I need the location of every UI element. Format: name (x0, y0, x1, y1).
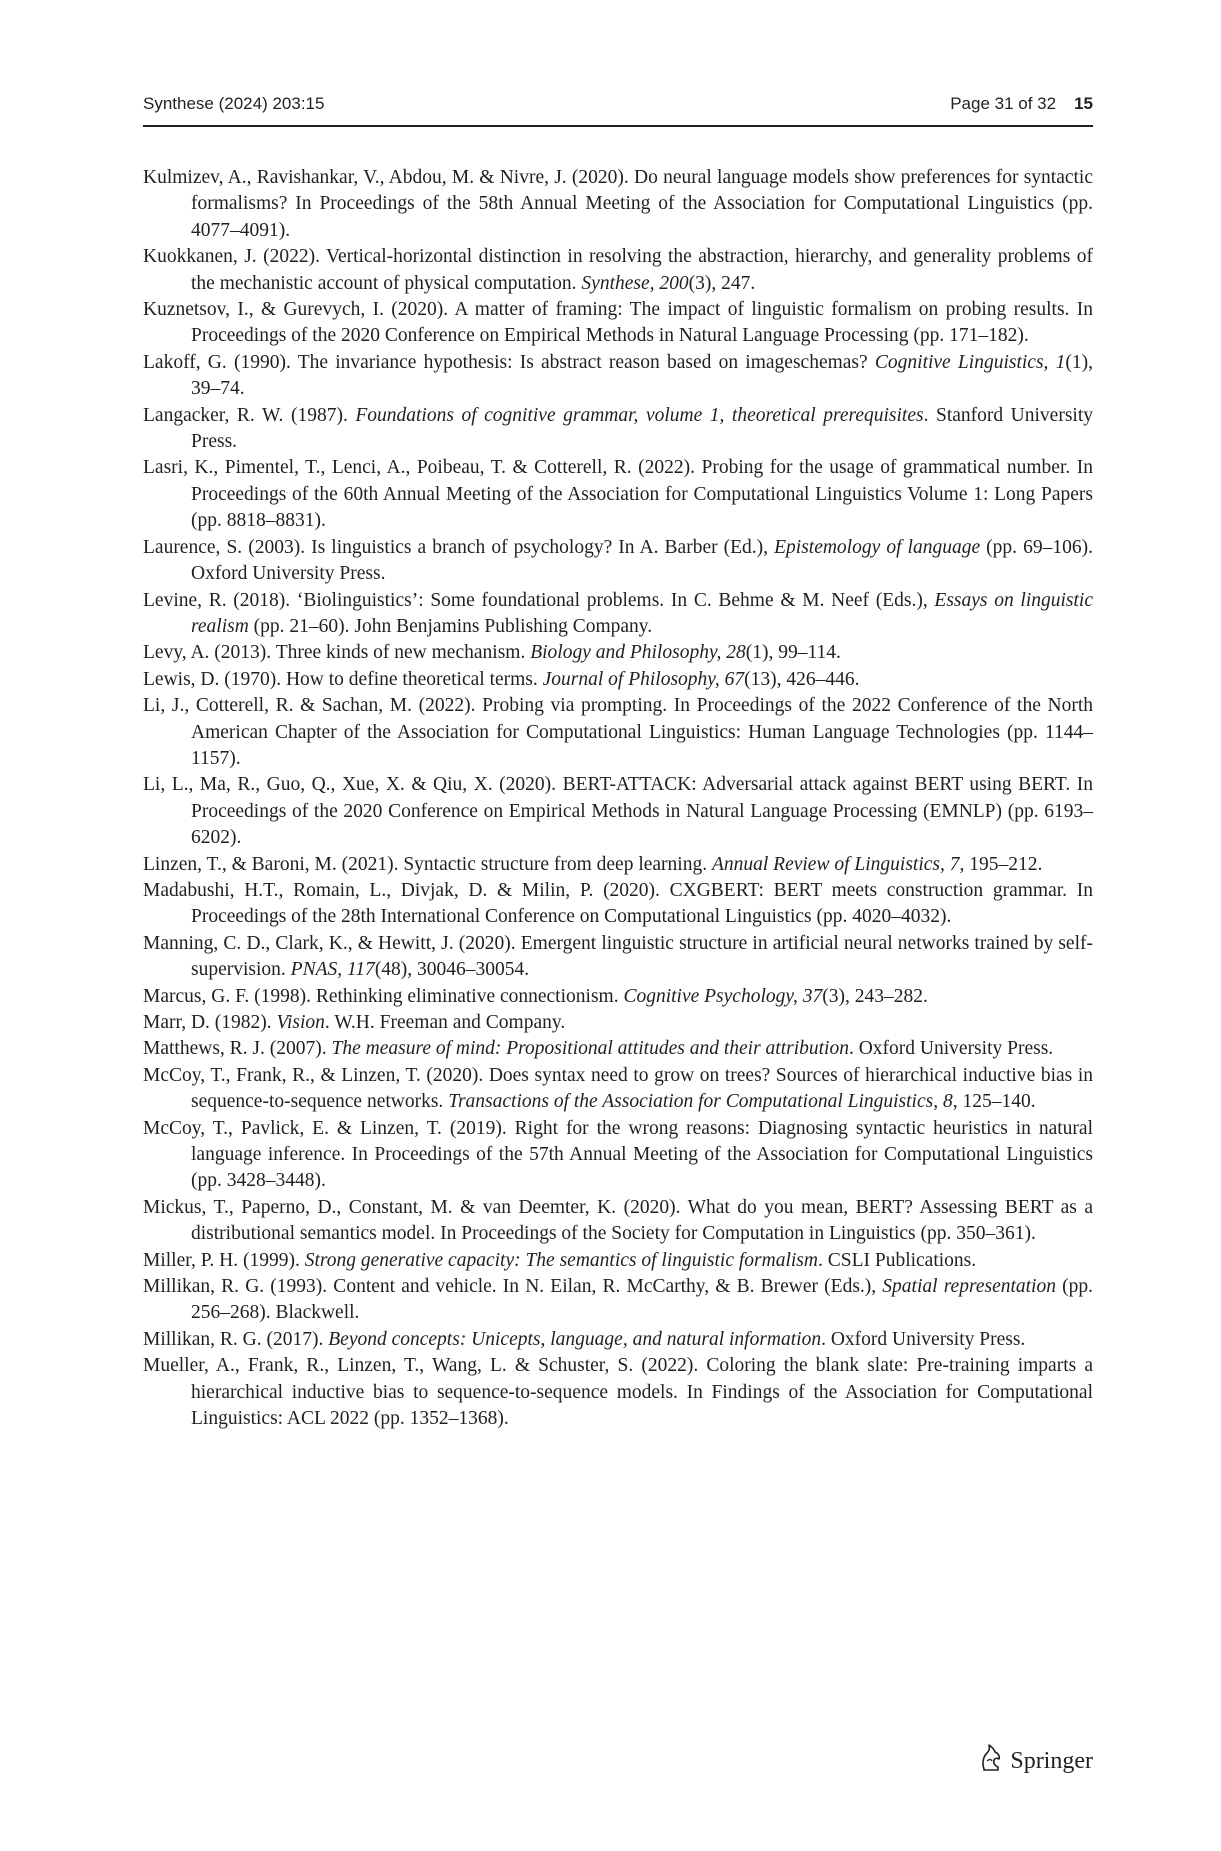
reference-italic-segment: Foundations of cognitive grammar, volume 1, theoretical prerequisites (355, 404, 924, 426)
reference-entry (143, 1327, 1093, 1353)
reference-entry (143, 403, 1093, 456)
page-of-label: Page 31 of 32 (950, 94, 1057, 113)
reference-entry (143, 588, 1093, 641)
reference-segment: Levy, A. (2013). Three kinds of new mechanism. (143, 642, 531, 664)
reference-italic-segment: Epistemology of language (774, 536, 981, 558)
reference-entry (143, 165, 1093, 244)
reference-segment: Marr, D. (1982). (143, 1012, 277, 1033)
springer-horse-icon (978, 1743, 1010, 1780)
reference-italic-segment: Cognitive Linguistics, 1 (874, 351, 1066, 373)
reference-segment: . W.H. Freeman and Company. (324, 1012, 566, 1033)
reference-segment: McCoy, T., Pavlick, E. & Linzen, T. (2019). Right for the wrong reasons: Diagnosing syntactic heuristics in natural language inference. In Proceedings of the 57th Annual Meeting of the Association for Computational Linguistics (pp. 3428–3448). (143, 1117, 1093, 1192)
reference-segment: . Oxford University Press. (821, 1328, 1026, 1350)
reference-entry (143, 297, 1093, 350)
reference-segment: Linzen, T., & Baroni, M. (2021). Syntactic structure from deep learning. (143, 853, 712, 875)
page-number: 15 (1074, 94, 1093, 113)
reference-segment: (3), 243–282. (822, 985, 928, 1007)
reference-segment: Kulmizev, A., Ravishankar, V., Abdou, M. & Nivre, J. (2020). Do neural language models show preferences for syntactic formalisms? In Proceedings of the 58th Annual Meeting of the Association for Computational Linguistics (pp. 4077–4091). (143, 167, 1093, 241)
reference-segment: Kuznetsov, I., & Gurevych, I. (2020). A matter of framing: The impact of linguistic formalism on probing results. In Proceedings of the 2020 Conference on Empirical Methods in Natural Language Processing (pp. 171–182). (143, 299, 1093, 347)
reference-segment: . Stanford University Press. (191, 404, 1093, 453)
reference-italic-segment: Essays on linguistic realism (191, 589, 1093, 637)
reference-segment: Matthews, R. J. (2007). (143, 1038, 332, 1060)
reference-italic-segment: The measure of mind: Propositional attitudes and their attribution (331, 1038, 849, 1060)
reference-entry (143, 693, 1093, 772)
reference-segment: (pp. 69–106). Oxford University Press. (191, 536, 1093, 585)
reference-segment: Lasri, K., Pimentel, T., Lenci, A., Poibeau, T. & Cotterell, R. (2022). Probing for the usage of grammatical number. In Proceedings of the 60th Annual Meeting of the Association for Computational Linguistics Volume 1: Long Papers (pp. 8818–8831). (143, 457, 1093, 532)
reference-segment: Marcus, G. F. (1998). Rethinking eliminative connectionism. (143, 985, 624, 1007)
reference-italic-segment: Spatial representation (882, 1276, 1056, 1298)
reference-segment: , 195–212. (959, 853, 1043, 875)
reference-entry (143, 1010, 1093, 1036)
reference-italic-segment: Strong generative capacity: The semantics of linguistic formalism (304, 1249, 818, 1271)
reference-italic-segment: Beyond concepts: Unicepts, language, and natural information (328, 1328, 822, 1350)
reference-entry (143, 1063, 1093, 1116)
reference-segment: Mickus, T., Paperno, D., Constant, M. & van Deemter, K. (2020). What do you mean, BERT? Assessing BERT as a distributional semantics model. In Proceedings of the Society for Computation in Linguistics (pp. 350–361). (143, 1196, 1093, 1245)
reference-entry (143, 244, 1093, 297)
reference-italic-segment: Journal of Philosophy, 67 (542, 668, 745, 690)
reference-segment: Lewis, D. (1970). How to define theoretical terms. (143, 668, 543, 690)
reference-segment: Miller, P. H. (1999). (143, 1249, 305, 1271)
running-header (143, 90, 1093, 118)
reference-segment: Li, J., Cotterell, R. & Sachan, M. (2022). Probing via prompting. In Proceedings of the 2022 Conference of the North American Chapter of the Association for Computational Linguistics: Human Language Technologies (pp. 1144–1157). (143, 695, 1093, 769)
reference-list (143, 165, 1093, 1433)
reference-segment: Kuokkanen, J. (2022). Vertical-horizontal distinction in resolving the abstraction, hierarchy, and generality problems of the mechanistic account of physical computation. (143, 246, 1093, 294)
reference-entry (143, 1116, 1093, 1195)
reference-segment: Laurence, S. (2003). Is linguistics a branch of psychology? In A. Barber (Ed.), (143, 536, 775, 558)
reference-segment: (48), 30046–30054. (374, 959, 530, 981)
reference-segment: Millikan, R. G. (1993). Content and vehicle. In N. Eilan, R. McCarthy, & B. Brewer (Eds.), (143, 1276, 883, 1298)
reference-entry (143, 667, 1093, 693)
reference-entry (143, 852, 1093, 878)
reference-segment: McCoy, T., Frank, R., & Linzen, T. (2020). Does syntax need to grow on trees? Sources of hierarchical inductive bias in sequence-to-sequence networks. (143, 1064, 1093, 1113)
reference-italic-segment: Synthese, 200 (581, 272, 689, 294)
reference-segment: (1), 99–114. (745, 642, 841, 664)
reference-segment: Millikan, R. G. (2017). (143, 1328, 329, 1350)
reference-segment: (pp. 21–60). John Benjamins Publishing Company. (248, 615, 653, 637)
reference-italic-segment: PNAS, 117 (290, 959, 375, 981)
reference-segment: , 125–140. (952, 1091, 1036, 1113)
reference-entry (143, 1353, 1093, 1432)
reference-entry (143, 640, 1093, 666)
reference-italic-segment: Transactions of the Association for Computational Linguistics, 8 (448, 1091, 953, 1113)
reference-segment: Li, L., Ma, R., Guo, Q., Xue, X. & Qiu, X. (2020). BERT-ATTACK: Adversarial attack against BERT using BERT. In Proceedings of the 2020 Conference on Empirical Methods in Natural Language Processing (EMNLP) (pp. 6193–6202). (143, 774, 1093, 849)
reference-entry (143, 984, 1093, 1010)
reference-segment: . CSLI Publications. (817, 1249, 977, 1271)
header-rule (143, 125, 1093, 127)
reference-entry (143, 1274, 1093, 1327)
publisher-name: Springer (1010, 1748, 1093, 1774)
reference-entry (143, 878, 1093, 931)
reference-segment: Lakoff, G. (1990). The invariance hypothesis: Is abstract reason based on imageschemas? (143, 351, 875, 373)
reference-segment: Langacker, R. W. (1987). (143, 404, 356, 426)
reference-italic-segment: Annual Review of Linguistics, 7 (711, 853, 960, 875)
reference-entry (143, 455, 1093, 534)
reference-entry (143, 772, 1093, 851)
reference-entry (143, 931, 1093, 984)
reference-segment: . Oxford University Press. (848, 1038, 1054, 1060)
reference-segment: Mueller, A., Frank, R., Linzen, T., Wang, L. & Schuster, S. (2022). Coloring the blank slate: Pre-training imparts a hierarchical inductive bias to sequence-to-sequence models. In Findings of the Association for Computational Linguistics: ACL 2022 (pp. 1352–1368). (143, 1355, 1093, 1430)
reference-entry (143, 1248, 1093, 1274)
journal-citation: Synthese (2024) 203:15 (143, 94, 325, 113)
reference-entry (143, 535, 1093, 588)
reference-entry (143, 1195, 1093, 1248)
reference-segment: Levine, R. (2018). ‘Biolinguistics’: Some foundational problems. In C. Behme & M. Neef (Eds.), (143, 589, 935, 611)
reference-segment: Manning, C. D., Clark, K., & Hewitt, J. (2020). Emergent linguistic structure in artificial neural networks trained by self-supervision. (143, 932, 1093, 981)
reference-segment: (3), 247. (688, 272, 756, 294)
reference-italic-segment: Cognitive Psychology, 37 (623, 985, 823, 1007)
publisher-footer (978, 1743, 1093, 1780)
reference-italic-segment: Biology and Philosophy, 28 (530, 642, 746, 664)
reference-italic-segment: Vision (276, 1012, 325, 1033)
page-indicator (950, 94, 1093, 114)
reference-segment: (pp. 256–268). Blackwell. (191, 1276, 1093, 1324)
reference-segment: Madabushi, H.T., Romain, L., Divjak, D. & Milin, P. (2020). CXGBERT: BERT meets construction grammar. In Proceedings of the 28th International Conference on Computational Linguistics (pp. 4020–4032). (143, 879, 1093, 928)
reference-segment: (1), 39–74. (191, 351, 1093, 400)
reference-segment: (13), 426–446. (744, 668, 860, 690)
reference-entry (143, 1036, 1093, 1062)
reference-entry (143, 350, 1093, 403)
